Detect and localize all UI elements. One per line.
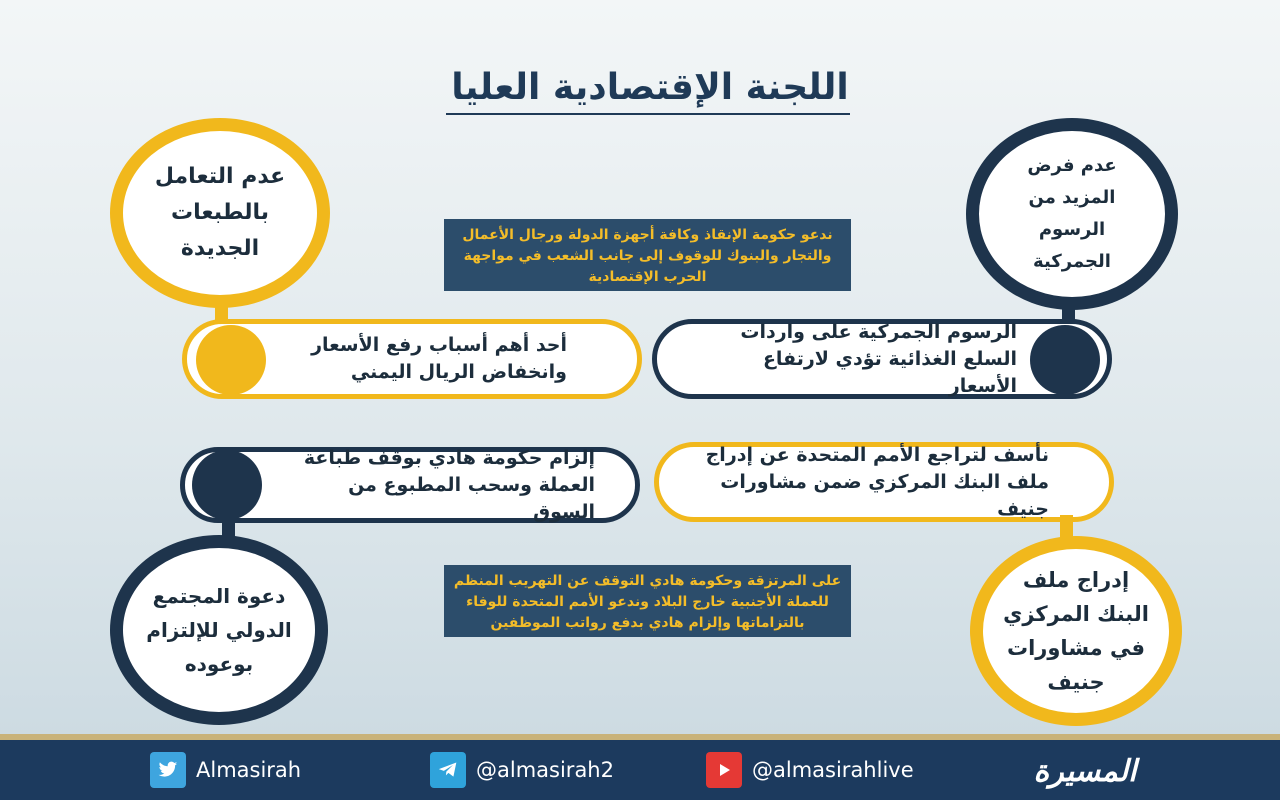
telegram-handle: @almasirah2 bbox=[476, 758, 614, 782]
circle-top-right bbox=[966, 118, 1178, 310]
pill-bottom-left-text: إلزام حكومة هادي بوقف طباعة العملة وسحب المطبوع من السوق bbox=[303, 446, 595, 523]
dot-bottom-left bbox=[192, 450, 262, 520]
circle-top-left bbox=[110, 118, 330, 308]
circle-bottom-left bbox=[110, 535, 328, 725]
pill-top-right-text: الرسوم الجمركية على واردات السلع الغذائية تؤدي لارتفاع الأسعار bbox=[740, 320, 1017, 397]
circle-bottom-right-text: إدراج ملف البنك المركزي في مشاورات جنيف bbox=[1003, 568, 1149, 694]
telegram-icon bbox=[430, 752, 466, 788]
info-box-top bbox=[444, 219, 851, 291]
info-box-bottom bbox=[444, 565, 851, 637]
info-box-bottom-text: على المرتزقة وحكومة هادي التوقف عن التهريب المنظم للعملة الأجنبية خارج البلاد وندعو الأمم المتحدة للوفاء بالتزاماتها وإلزام هادي بدفع رواتب الموظفين bbox=[453, 573, 842, 631]
brand-logo: المسيرة bbox=[1033, 754, 1137, 789]
circle-bottom-right bbox=[970, 536, 1182, 726]
dot-top-left bbox=[196, 325, 266, 395]
social-youtube[interactable] bbox=[706, 752, 914, 788]
circle-bottom-left-text: دعوة المجتمع الدولي للإلتزام بوعوده bbox=[146, 584, 292, 676]
twitter-icon bbox=[150, 752, 186, 788]
pill-top-left-text: أحد أهم أسباب رفع الأسعار وانخفاض الريال اليمني bbox=[311, 334, 567, 383]
info-box-top-text: ندعو حكومة الإنقاذ وكافة أجهزة الدولة ورجال الأعمال والتجار والبنوك للوقوف إلى جانب الشعب في مواجهة الحرب الإقتصادية bbox=[462, 227, 833, 285]
youtube-icon bbox=[706, 752, 742, 788]
pill-bottom-right bbox=[654, 442, 1114, 522]
title-underline bbox=[446, 113, 850, 115]
dot-top-right bbox=[1030, 325, 1100, 395]
page-title: اللجنة الإقتصادية العليا bbox=[451, 67, 849, 108]
social-telegram[interactable] bbox=[430, 752, 614, 788]
circle-top-left-text: عدم التعامل بالطبعات الجديدة bbox=[154, 164, 286, 261]
circle-top-right-text: عدم فرض المزيد من الرسوم الجمركية bbox=[1027, 155, 1117, 272]
youtube-handle: @almasirahlive bbox=[752, 758, 914, 782]
pill-bottom-right-text: نأسف لتراجع الأمم المتحدة عن إدراج ملف البنك المركزي ضمن مشاورات جنيف bbox=[705, 443, 1049, 520]
twitter-handle: Almasirah bbox=[196, 758, 302, 782]
social-twitter[interactable] bbox=[150, 752, 301, 788]
